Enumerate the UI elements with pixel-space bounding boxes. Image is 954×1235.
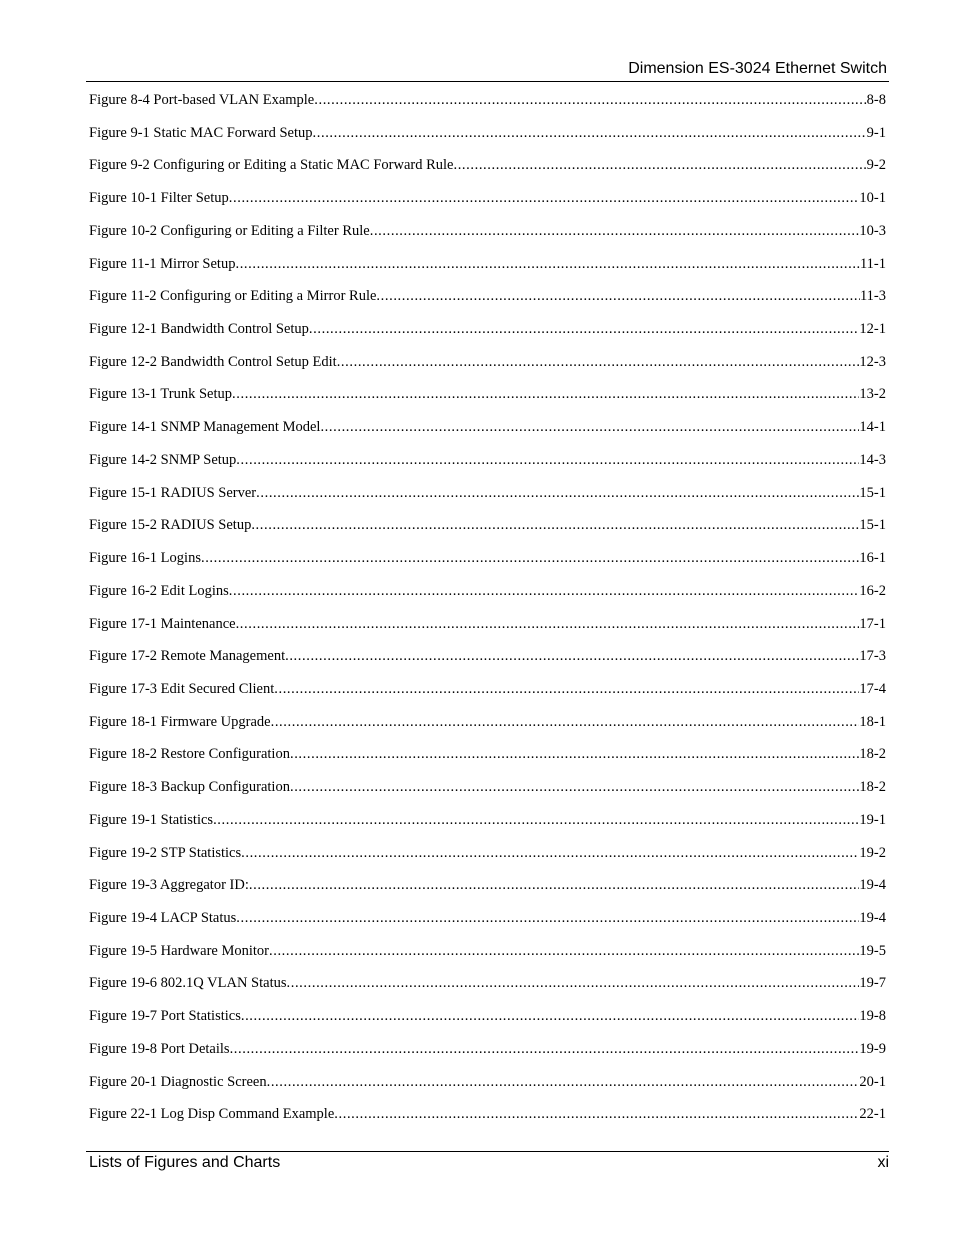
toc-entry-title: Figure 19-5 Hardware Monitor [89, 942, 269, 959]
dot-leader [453, 155, 866, 175]
toc-entry-title: Figure 10-2 Configuring or Editing a Filter Rule [89, 222, 370, 239]
toc-entry-page: 17-4 [859, 680, 886, 697]
toc-entry-page: 16-2 [859, 582, 886, 599]
dot-leader [290, 777, 859, 797]
toc-entry-title: Figure 17-3 Edit Secured Client [89, 680, 275, 697]
toc-entry-title: Figure 14-2 SNMP Setup [89, 451, 237, 468]
toc-entry-page: 16-1 [859, 550, 886, 567]
toc-entry-title: Figure 16-2 Edit Logins [89, 582, 229, 599]
toc-entry[interactable] [89, 286, 886, 319]
dot-leader [274, 679, 859, 699]
toc-entry-page: 14-3 [859, 451, 886, 468]
dot-leader [376, 286, 860, 306]
toc-entry-title: Figure 18-3 Backup Configuration [89, 779, 290, 796]
toc-entry[interactable] [89, 810, 886, 843]
toc-entry-page: 15-1 [859, 484, 886, 501]
toc-entry-title: Figure 19-6 802.1Q VLAN Status [89, 975, 287, 992]
document-title: Dimension ES-3024 Ethernet Switch [628, 60, 887, 77]
toc-entry[interactable] [89, 319, 886, 352]
toc-entry-title: Figure 19-2 STP Statistics [89, 844, 242, 861]
toc-entry-title: Figure 18-1 Firmware Upgrade [89, 713, 271, 730]
toc-entry-page: 12-3 [859, 353, 886, 370]
toc-entry-page: 19-8 [859, 1008, 886, 1025]
dot-leader [370, 221, 860, 241]
dot-leader [269, 941, 859, 961]
toc-entry[interactable] [89, 908, 886, 941]
toc-entry-page: 13-2 [859, 386, 886, 403]
dot-leader [320, 417, 859, 437]
toc-entry[interactable] [89, 548, 886, 581]
page-number: xi [877, 1154, 889, 1171]
toc-entry-title: Figure 10-1 Filter Setup [89, 190, 229, 207]
dot-leader [256, 483, 859, 503]
dot-leader [271, 712, 860, 732]
toc-entry-title: Figure 11-2 Configuring or Editing a Mirror Rule [89, 288, 377, 305]
toc-entry-page: 11-1 [859, 255, 886, 272]
dot-leader [334, 1104, 859, 1124]
toc-entry[interactable] [89, 646, 886, 679]
toc-entry-page: 18-2 [859, 779, 886, 796]
toc-entry-title: Figure 17-1 Maintenance [89, 615, 236, 632]
toc-entry-page: 9-1 [866, 124, 886, 141]
toc-entry-title: Figure 8-4 Port-based VLAN Example [89, 92, 315, 108]
toc-entry-page: 15-1 [859, 517, 886, 534]
toc-entry[interactable] [89, 843, 886, 876]
dot-leader [314, 90, 866, 110]
dot-leader [232, 384, 859, 404]
toc-entry[interactable] [89, 1104, 886, 1137]
toc-entry-title: Figure 19-1 Statistics [89, 811, 214, 828]
toc-entry-title: Figure 12-2 Bandwidth Control Setup Edit [89, 353, 337, 370]
toc-entry-page: 20-1 [859, 1073, 886, 1090]
toc-entry-page: 19-4 [859, 909, 886, 926]
footer-section-title: Lists of Figures and Charts [89, 1154, 281, 1171]
toc-entry-title: Figure 20-1 Diagnostic Screen [89, 1073, 267, 1090]
toc-entry-page: 19-7 [859, 975, 886, 992]
dot-leader [249, 875, 860, 895]
toc-entry-title: Figure 11-1 Mirror Setup [89, 255, 236, 272]
dot-leader [236, 450, 859, 470]
toc-entry[interactable] [89, 417, 886, 450]
toc-entry[interactable] [89, 973, 886, 1006]
page-header [86, 58, 889, 82]
toc-entry-page: 9-2 [866, 157, 886, 174]
toc-entry-page: 19-4 [859, 877, 886, 894]
toc-entry[interactable] [89, 254, 886, 287]
toc-entry-page: 8-8 [866, 92, 886, 108]
toc-entry-page: 19-5 [859, 942, 886, 959]
toc-entry-page: 12-1 [859, 321, 886, 338]
dot-leader [229, 188, 860, 208]
toc-entry[interactable] [89, 188, 886, 221]
toc-entry[interactable] [89, 352, 886, 385]
dot-leader [235, 254, 859, 274]
toc-entry[interactable] [89, 155, 886, 188]
toc-entry[interactable] [89, 875, 886, 908]
toc-entry[interactable] [89, 581, 886, 614]
toc-entry-title: Figure 15-2 RADIUS Setup [89, 517, 252, 534]
dot-leader [236, 908, 859, 928]
toc-entry-title: Figure 19-7 Port Statistics [89, 1008, 241, 1025]
dot-leader [290, 744, 859, 764]
toc-entry-page: 19-1 [859, 811, 886, 828]
dot-leader [230, 1039, 860, 1059]
toc-entry[interactable] [89, 384, 886, 417]
toc-entry[interactable] [89, 450, 886, 483]
toc-entry[interactable] [89, 123, 886, 156]
toc-entry-page: 17-1 [859, 615, 886, 632]
toc-entry-title: Figure 9-1 Static MAC Forward Setup [89, 124, 313, 141]
dot-leader [251, 515, 859, 535]
toc-entry-title: Figure 16-1 Logins [89, 550, 201, 567]
page-footer [86, 1151, 889, 1175]
toc-entry[interactable] [89, 744, 886, 777]
dot-leader [241, 843, 859, 863]
toc-entry[interactable] [89, 777, 886, 810]
toc-entry-title: Figure 17-2 Remote Management [89, 648, 286, 665]
toc-entry-title: Figure 18-2 Restore Configuration [89, 746, 290, 763]
toc-entry-page: 18-1 [859, 713, 886, 730]
toc-entry-page: 18-2 [859, 746, 886, 763]
toc-entry[interactable] [89, 1039, 886, 1072]
toc-entry-page: 14-1 [859, 419, 886, 436]
toc-entry-page: 17-3 [859, 648, 886, 665]
toc-entry[interactable] [89, 679, 886, 712]
toc-entry-title: Figure 19-3 Aggregator ID: [89, 877, 249, 894]
toc-entry-title: Figure 14-1 SNMP Management Model [89, 419, 321, 436]
toc-entry[interactable] [89, 515, 886, 548]
dot-leader [287, 973, 860, 993]
toc-entry-page: 11-3 [859, 288, 886, 305]
toc-entry[interactable] [89, 483, 886, 516]
toc-entry[interactable] [89, 712, 886, 745]
dot-leader [229, 581, 860, 601]
dot-leader [285, 646, 859, 666]
list-of-figures [89, 90, 886, 1137]
toc-entry-title: Figure 22-1 Log Disp Command Example [89, 1106, 335, 1123]
toc-entry-page: 19-2 [859, 844, 886, 861]
toc-entry-title: Figure 15-1 RADIUS Server [89, 484, 257, 501]
toc-entry[interactable] [89, 1072, 886, 1105]
toc-entry[interactable] [89, 221, 886, 254]
toc-entry-page: 19-9 [859, 1040, 886, 1057]
dot-leader [267, 1072, 860, 1092]
toc-entry-title: Figure 12-1 Bandwidth Control Setup [89, 321, 309, 338]
toc-entry[interactable] [89, 614, 886, 647]
toc-entry[interactable] [89, 90, 886, 123]
dot-leader [309, 319, 859, 339]
toc-entry-title: Figure 13-1 Trunk Setup [89, 386, 233, 403]
toc-entry-title: Figure 9-2 Configuring or Editing a Static MAC Forward Rule [89, 157, 454, 174]
dot-leader [201, 548, 859, 568]
dot-leader [213, 810, 859, 830]
toc-entry[interactable] [89, 1006, 886, 1039]
dot-leader [236, 614, 860, 634]
toc-entry-title: Figure 19-4 LACP Status [89, 909, 237, 926]
toc-entry-title: Figure 19-8 Port Details [89, 1040, 230, 1057]
dot-leader [241, 1006, 860, 1026]
toc-entry-page: 10-1 [859, 190, 886, 207]
toc-entry[interactable] [89, 941, 886, 974]
dot-leader [313, 123, 867, 143]
toc-entry-page: 22-1 [859, 1106, 886, 1123]
dot-leader [337, 352, 860, 372]
toc-entry-page: 10-3 [859, 222, 886, 239]
